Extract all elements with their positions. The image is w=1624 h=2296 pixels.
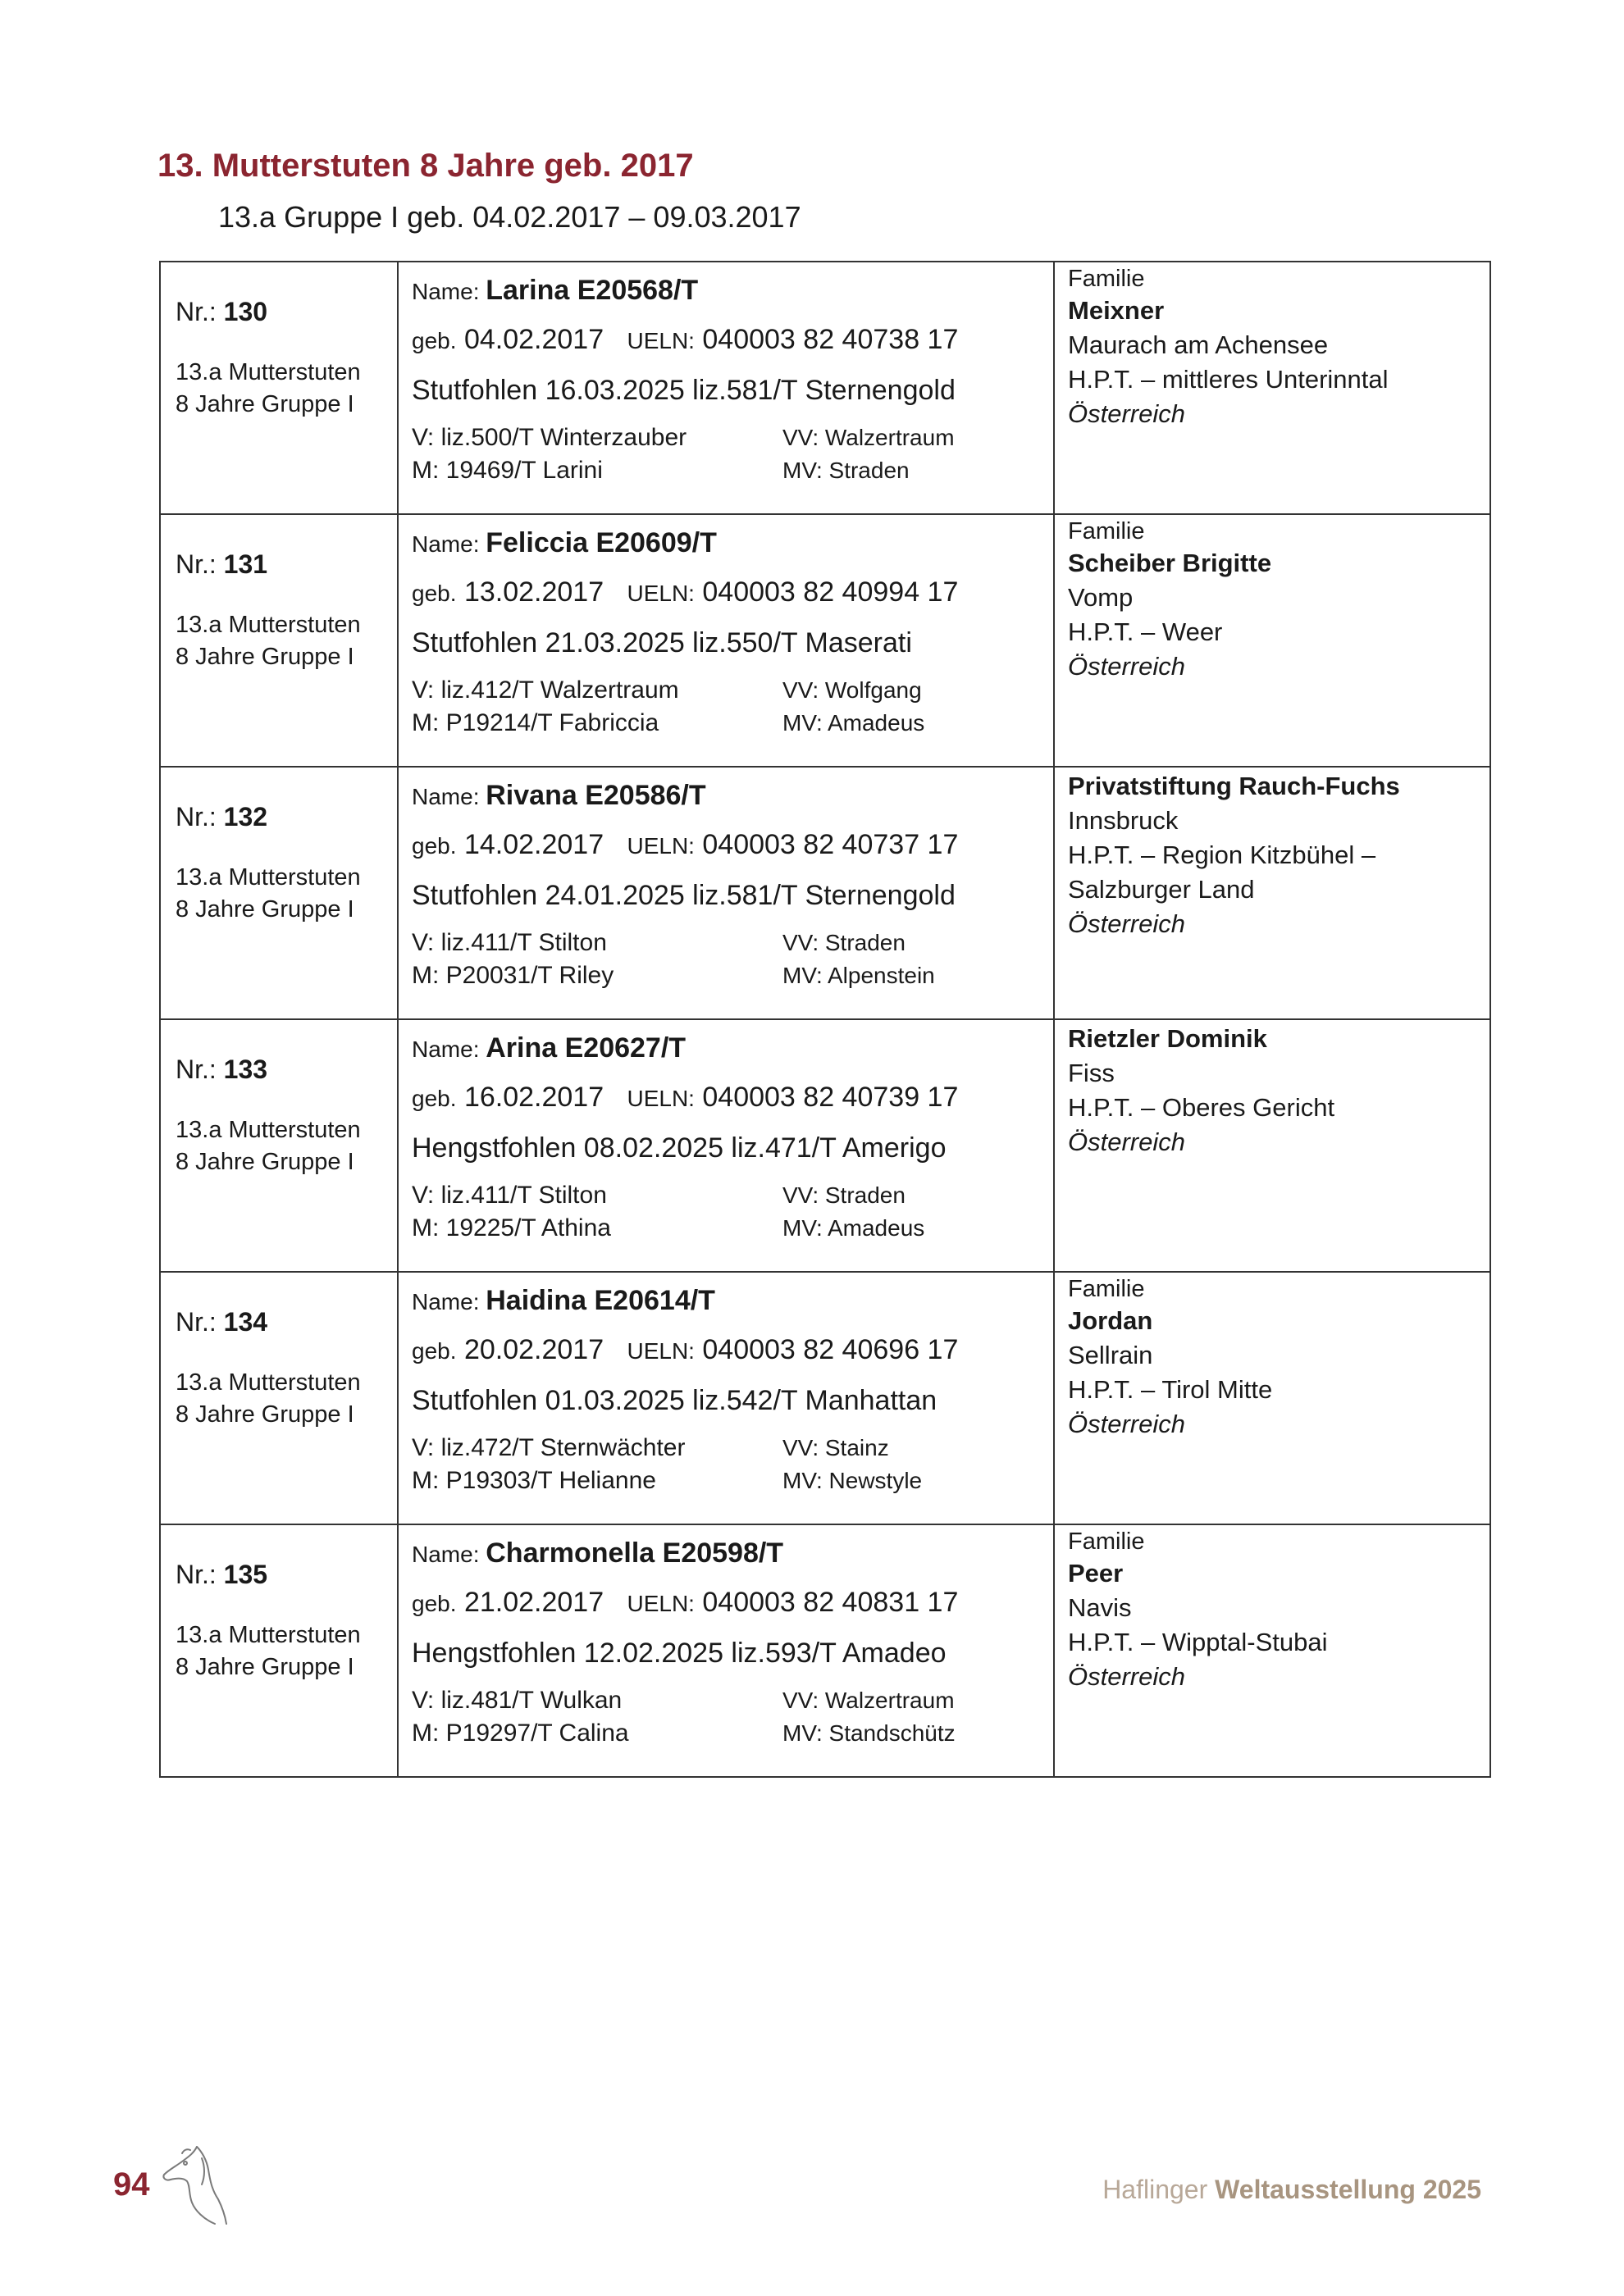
entry-number: Nr.: 134 bbox=[176, 1307, 268, 1337]
sire: V: liz.411/T Stilton bbox=[412, 1182, 607, 1209]
owner-region: H.P.T. – Weer bbox=[1068, 617, 1223, 646]
entry-class: 13.a Mutterstuten 8 Jahre Gruppe I bbox=[176, 1369, 361, 1428]
horse-name: Name: Haidina E20614/T bbox=[412, 1285, 715, 1316]
sire-of-sire: VV: Stainz bbox=[782, 1435, 889, 1460]
entry-number: Nr.: 132 bbox=[176, 802, 268, 831]
entry-details-cell bbox=[398, 767, 1054, 1019]
dam: M: P20031/T Riley bbox=[412, 962, 614, 989]
entry-number-cell bbox=[160, 1524, 398, 1777]
sire-of-dam: MV: Amadeus bbox=[782, 1215, 925, 1241]
owner-place: Vomp bbox=[1068, 583, 1134, 612]
owner-cell bbox=[1054, 1272, 1490, 1524]
birth-ueln: geb. 21.02.2017 UELN: 040003 82 40831 17 bbox=[412, 1587, 959, 1618]
owner-name: Jordan bbox=[1068, 1306, 1153, 1335]
owner-prefix: Familie bbox=[1068, 1276, 1145, 1302]
entry-number-cell bbox=[160, 514, 398, 767]
page-number: 94 bbox=[113, 2166, 150, 2203]
section-subtitle: 13.a Gruppe I geb. 04.02.2017 – 09.03.2017 bbox=[218, 200, 801, 234]
entry-row bbox=[160, 767, 1490, 1019]
entry-number-cell bbox=[160, 1272, 398, 1524]
owner-prefix: Familie bbox=[1068, 518, 1145, 544]
dam: M: P19303/T Helianne bbox=[412, 1467, 656, 1494]
pedigree bbox=[412, 674, 1053, 740]
owner-cell bbox=[1054, 514, 1490, 767]
entry-row bbox=[160, 262, 1490, 514]
sire-of-sire: VV: Straden bbox=[782, 1182, 906, 1208]
entry-number: Nr.: 133 bbox=[176, 1055, 268, 1084]
sire: V: liz.411/T Stilton bbox=[412, 929, 607, 956]
owner-place: Fiss bbox=[1068, 1059, 1115, 1087]
dam: M: 19469/T Larini bbox=[412, 457, 603, 484]
entry-details-cell bbox=[398, 1524, 1054, 1777]
pedigree bbox=[412, 421, 1053, 487]
horse-name: Name: Larina E20568/T bbox=[412, 275, 699, 306]
owner-cell bbox=[1054, 1019, 1490, 1272]
birth-ueln: geb. 14.02.2017 UELN: 040003 82 40737 17 bbox=[412, 829, 959, 860]
entry-details-cell bbox=[398, 262, 1054, 514]
owner-name: Rietzler Dominik bbox=[1068, 1024, 1267, 1053]
horse-name: Name: Arina E20627/T bbox=[412, 1032, 687, 1064]
owner-name: Peer bbox=[1068, 1559, 1124, 1588]
sire-of-sire: VV: Wolfgang bbox=[782, 677, 922, 703]
birth-ueln: geb. 04.02.2017 UELN: 040003 82 40738 17 bbox=[412, 324, 959, 355]
owner-place: Innsbruck bbox=[1068, 806, 1179, 835]
entry-row bbox=[160, 1272, 1490, 1524]
entry-class: 13.a Mutterstuten 8 Jahre Gruppe I bbox=[176, 1622, 361, 1680]
entry-number-cell bbox=[160, 767, 398, 1019]
entry-number: Nr.: 130 bbox=[176, 297, 268, 326]
sire: V: liz.412/T Walzertraum bbox=[412, 676, 679, 704]
entry-class: 13.a Mutterstuten 8 Jahre Gruppe I bbox=[176, 359, 361, 417]
owner-country: Österreich bbox=[1068, 909, 1185, 938]
entry-row bbox=[160, 1524, 1490, 1777]
foal-info: Stutfohlen 24.01.2025 liz.581/T Sternengold bbox=[412, 880, 956, 911]
owner-name: Scheiber Brigitte bbox=[1068, 549, 1272, 577]
sire-of-dam: MV: Standschütz bbox=[782, 1720, 956, 1746]
pedigree bbox=[412, 1432, 1053, 1497]
owner-name: Meixner bbox=[1068, 296, 1165, 325]
owner-cell bbox=[1054, 767, 1490, 1019]
owner-region-cont: Salzburger Land bbox=[1068, 875, 1255, 904]
dam: M: P19214/T Fabriccia bbox=[412, 709, 659, 736]
sire-of-sire: VV: Walzertraum bbox=[782, 425, 955, 450]
sire-of-dam: MV: Newstyle bbox=[782, 1468, 923, 1493]
entry-class: 13.a Mutterstuten 8 Jahre Gruppe I bbox=[176, 1117, 361, 1175]
entry-number-cell bbox=[160, 262, 398, 514]
sire-of-sire: VV: Walzertraum bbox=[782, 1688, 955, 1713]
entry-details-cell bbox=[398, 1019, 1054, 1272]
foal-info: Hengstfohlen 08.02.2025 liz.471/T Amerigo bbox=[412, 1132, 947, 1164]
entry-details-cell bbox=[398, 1272, 1054, 1524]
owner-region: H.P.T. – Oberes Gericht bbox=[1068, 1093, 1335, 1122]
section-title: 13. Mutterstuten 8 Jahre geb. 2017 bbox=[157, 148, 694, 184]
sire-of-dam: MV: Straden bbox=[782, 458, 910, 483]
foal-info: Stutfohlen 21.03.2025 liz.550/T Maserati bbox=[412, 627, 912, 658]
pedigree bbox=[412, 1684, 1053, 1750]
foal-info: Stutfohlen 01.03.2025 liz.542/T Manhattan bbox=[412, 1385, 937, 1416]
pedigree bbox=[412, 927, 1053, 992]
birth-ueln: geb. 13.02.2017 UELN: 040003 82 40994 17 bbox=[412, 576, 959, 608]
horse-head-icon bbox=[161, 2142, 230, 2231]
entry-number: Nr.: 135 bbox=[176, 1560, 268, 1589]
entry-class: 13.a Mutterstuten 8 Jahre Gruppe I bbox=[176, 612, 361, 670]
entry-row bbox=[160, 1019, 1490, 1272]
sire-of-dam: MV: Alpenstein bbox=[782, 963, 935, 988]
pedigree bbox=[412, 1179, 1053, 1245]
horse-name: Name: Rivana E20586/T bbox=[412, 780, 706, 811]
owner-country: Österreich bbox=[1068, 652, 1185, 681]
owner-prefix: Familie bbox=[1068, 1528, 1145, 1555]
entry-number: Nr.: 131 bbox=[176, 549, 268, 579]
entry-number-cell bbox=[160, 1019, 398, 1272]
owner-region: H.P.T. – Region Kitzbühel – bbox=[1068, 840, 1376, 869]
owner-cell bbox=[1054, 262, 1490, 514]
owner-place: Sellrain bbox=[1068, 1341, 1153, 1369]
foal-info: Hengstfohlen 12.02.2025 liz.593/T Amadeo bbox=[412, 1638, 947, 1669]
owner-region: H.P.T. – Tirol Mitte bbox=[1068, 1375, 1273, 1404]
birth-ueln: geb. 20.02.2017 UELN: 040003 82 40696 17 bbox=[412, 1334, 959, 1365]
dam: M: P19297/T Calina bbox=[412, 1720, 629, 1747]
sire: V: liz.481/T Wulkan bbox=[412, 1687, 623, 1714]
birth-ueln: geb. 16.02.2017 UELN: 040003 82 40739 17 bbox=[412, 1082, 959, 1113]
owner-prefix: Familie bbox=[1068, 266, 1145, 292]
owner-place: Maurach am Achensee bbox=[1068, 330, 1329, 359]
entry-class: 13.a Mutterstuten 8 Jahre Gruppe I bbox=[176, 864, 361, 922]
horse-name: Name: Charmonella E20598/T bbox=[412, 1538, 784, 1569]
owner-name: Privatstiftung Rauch-Fuchs bbox=[1068, 772, 1400, 800]
owner-place: Navis bbox=[1068, 1593, 1132, 1622]
sire: V: liz.472/T Sternwächter bbox=[412, 1434, 686, 1461]
sire: V: liz.500/T Winterzauber bbox=[412, 424, 687, 451]
owner-country: Österreich bbox=[1068, 1128, 1185, 1156]
entry-details-cell bbox=[398, 514, 1054, 767]
owner-region: H.P.T. – mittleres Unterinntal bbox=[1068, 365, 1389, 394]
owner-country: Österreich bbox=[1068, 1662, 1185, 1691]
dam: M: 19225/T Athina bbox=[412, 1214, 611, 1241]
owner-country: Österreich bbox=[1068, 1410, 1185, 1438]
sire-of-dam: MV: Amadeus bbox=[782, 710, 925, 736]
owner-region: H.P.T. – Wipptal-Stubai bbox=[1068, 1628, 1328, 1656]
footer-brand: Haflinger Weltausstellung 2025 bbox=[1102, 2175, 1481, 2204]
owner-country: Österreich bbox=[1068, 399, 1185, 428]
owner-cell bbox=[1054, 1524, 1490, 1777]
foal-info: Stutfohlen 16.03.2025 liz.581/T Sternengold bbox=[412, 375, 956, 406]
entry-row bbox=[160, 514, 1490, 767]
sire-of-sire: VV: Straden bbox=[782, 930, 906, 955]
entries-table bbox=[159, 261, 1491, 1778]
horse-name: Name: Feliccia E20609/T bbox=[412, 527, 717, 558]
